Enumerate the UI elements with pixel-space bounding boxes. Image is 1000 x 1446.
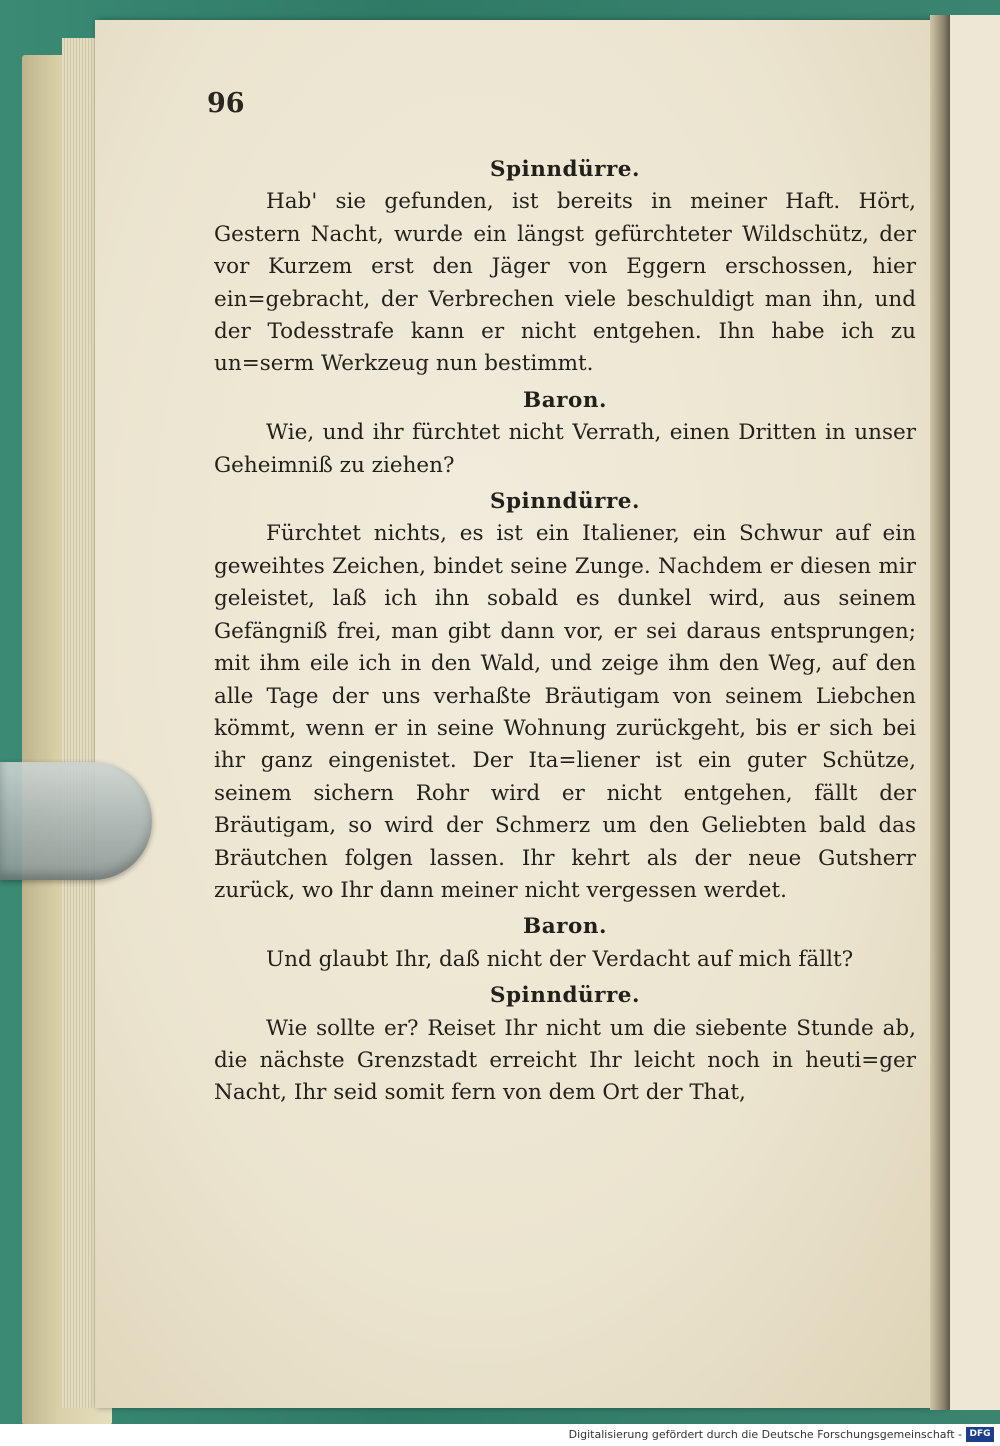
speaker-heading: Spinndürre. <box>490 157 640 182</box>
adjacent-page-edge <box>950 15 1000 1410</box>
speaker-heading: Baron. <box>523 914 607 940</box>
page-gutter <box>930 15 952 1410</box>
dfg-logo-badge: DFG <box>966 1427 994 1442</box>
page-text <box>214 150 916 1110</box>
dialogue-paragraph: Fürchtet nichts, es ist ein Italiener, ein Schwur auf ein geweihtes Zeichen, bindet seine Zunge. Nachdem er diesen mir geleistet, laß ich ihn sobald es dunkel wird, aus seinem Gefängniß frei, man gibt dann vor, er sei daraus entsprungen; mit ihm eile ich in den Wald, und zeige ihm den Weg, auf den alle Tage der uns verhaßte Bräutigam von seinem Liebchen kömmt, wenn er in seine Wohnung zurückgeht, bis er sich bei ihr ganz eingenistet. Der Ita=liener ist ein guter Schütze, seinem sichern Rohr wird er nicht entgehen, fällt der Bräutigam, so wird der Schmerz um den Geliebten bald das Bräutchen folgen lassen. Ihr kehrt als der neue Gutsherr zurück, wo Ihr dann meiner nicht vergessen werdet. <box>214 521 916 903</box>
page-holder-clip <box>0 762 152 880</box>
speaker-heading: Spinndürre. <box>490 983 640 1009</box>
dialogue-paragraph: Hab' sie gefunden, ist bereits in meiner Haft. Hört, Gestern Nacht, wurde ein längst gefürchteter Wildschütz, der vor Kurzem erst den Jäger von Eggern erschossen, hier ein=gebracht, der Verbrechen viele beschuldigt man ihn, und der Todesstrafe kann er nicht entgehen. Ihn habe ich zu un=serm Werkzeug nun bestimmt. <box>214 189 916 377</box>
dialogue-paragraph: Und glaubt Ihr, daß nicht der Verdacht auf mich fällt? <box>266 946 854 972</box>
dialogue-paragraph: Wie sollte er? Reiset Ihr nicht um die siebente Stunde ab, die nächste Grenzstadt erreicht Ihr leicht noch in heuti=ger Nacht, Ihr seid somit fern von dem Ort der That, <box>214 1015 916 1106</box>
page-number: 96 <box>207 88 245 119</box>
funding-credit: Digitalisierung gefördert durch die Deutsche Forschungsgemeinschaft - <box>568 1428 962 1441</box>
dialogue-paragraph: Wie, und ihr fürchtet nicht Verrath, einen Dritten in unser Geheimniß zu ziehen? <box>214 420 916 478</box>
speaker-heading: Baron. <box>523 387 607 413</box>
speaker-heading: Spinndürre. <box>490 489 640 515</box>
